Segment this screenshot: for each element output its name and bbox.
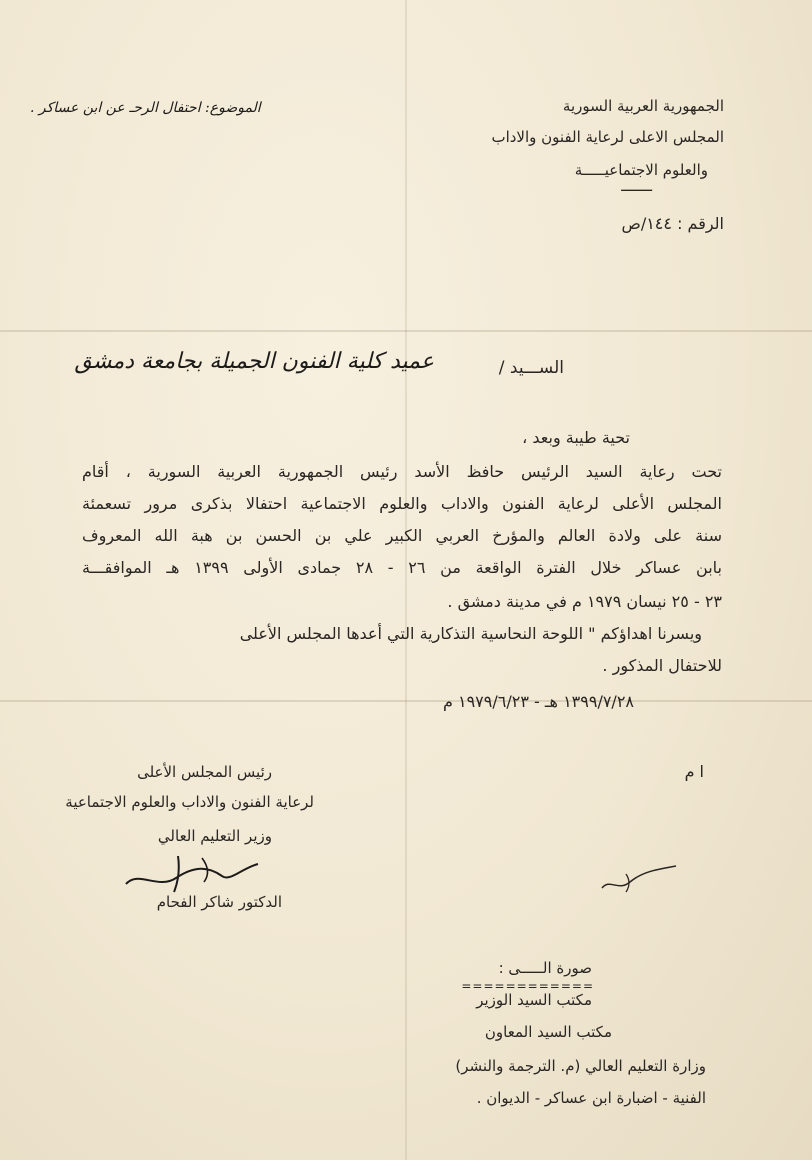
reference-number: الرقم : ١٤٤/ص — [621, 214, 724, 233]
body-line: ٢٣ - ٢٥ نيسان ١٩٧٩ م في مدينة دمشق . — [447, 592, 722, 611]
addressee-name: عميد كلية الفنون الجميلة بجامعة دمشق — [74, 349, 434, 374]
signatory-title: وزير التعليم العالي — [157, 827, 272, 845]
subject-line: الموضوع: احتفال الرحـ عن ابن عساكر . — [30, 100, 261, 116]
date-line: ١٣٩٩/٧/٢٨ هـ - ١٩٧٩/٦/٢٣ م — [442, 692, 634, 711]
am-marker: ا م — [684, 762, 704, 781]
signatory-name: الدكتور شاكر الفحام — [156, 893, 282, 911]
body-line: ويسرنا اهداؤكم " اللوحة النحاسية التذكارية التي أعدها المجلس الأعلى — [239, 624, 702, 643]
copies-heading: صورة الـــــى : — [498, 959, 592, 977]
copies-underline: ============ — [461, 979, 594, 993]
body-line: المجلس الأعلى لرعاية الفنون والاداب والعلوم الاجتماعية احتفالا بذكرى مرور تسعمئة — [82, 494, 722, 513]
body-line: سنة على ولادة العالم والمؤرخ العربي الكبير علي بن الحسن بن هبة الله المعروف — [82, 526, 722, 545]
body-line: للاحتفال المذكور . — [602, 656, 722, 675]
letterhead-country: الجمهورية العربية السورية — [562, 97, 724, 115]
addressee-prefix: الســـيد / — [498, 358, 564, 378]
letterhead-council: المجلس الاعلى لرعاية الفنون والاداب — [491, 128, 724, 146]
greeting: تحية طيبة وبعد ، — [522, 428, 630, 447]
letterhead-council-cont: والعلوم الاجتماعيـــــة — [574, 161, 708, 179]
signatory-title: رئيس المجلس الأعلى — [137, 763, 272, 781]
letterhead-rule: ـــــــ — [621, 177, 652, 195]
copies-item: وزارة التعليم العالي (م. الترجمة والنشر) — [455, 1057, 706, 1075]
paper-fold — [405, 0, 407, 1160]
copies-item: مكتب السيد المعاون — [484, 1023, 612, 1041]
body-line: بابن عساكر خلال الفترة الواقعة من ٢٦ - ٢٨ جمادى الأولى ١٣٩٩ هـ الموافقـــة — [82, 558, 723, 577]
signatory-title: لرعاية الفنون والاداب والعلوم الاجتماعية — [65, 793, 314, 811]
body-line: تحت رعاية السيد الرئيس حافظ الأسد رئيس الجمهورية العربية السورية ، أقام — [82, 462, 722, 481]
initials-mark — [596, 858, 686, 898]
copies-item: مكتب السيد الوزير — [476, 991, 592, 1009]
handwritten-signature — [118, 848, 268, 898]
copies-item: الفنية - اضبارة ابن عساكر - الديوان . — [476, 1089, 706, 1107]
